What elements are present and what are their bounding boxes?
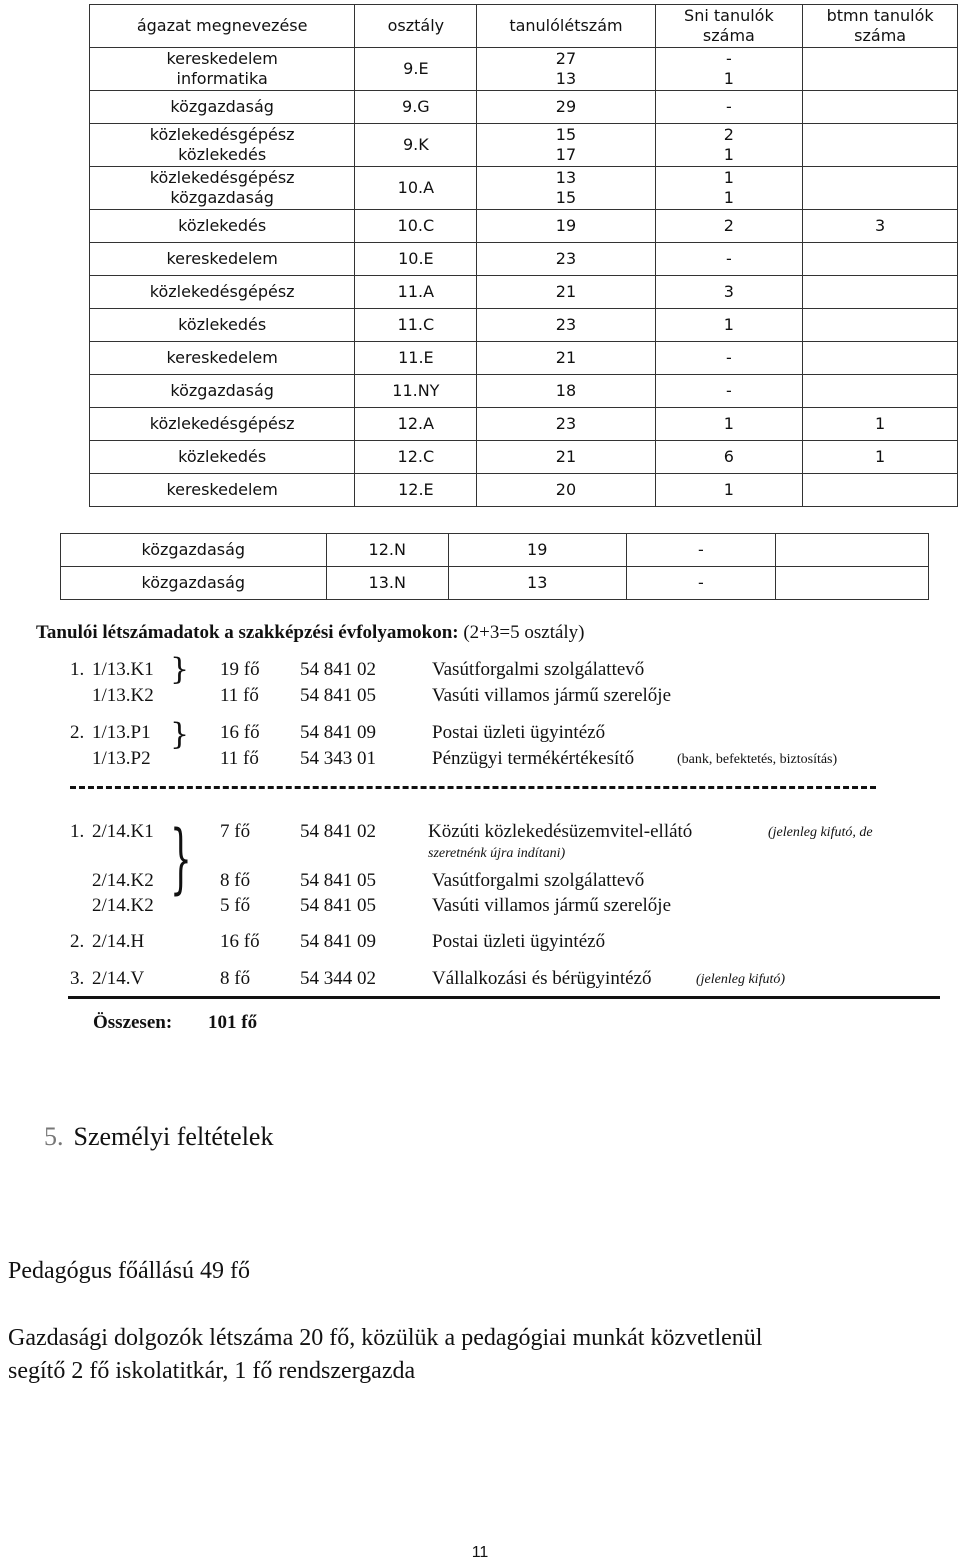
vocational-count: 16 fő <box>220 931 260 952</box>
brace-icon: } <box>170 652 190 687</box>
col-header-btmn: btmn tanulók száma <box>803 5 958 48</box>
cell-student-count: 21 <box>477 342 655 375</box>
vocational-heading: Tanulói létszámadatok a szakképzési évfolyamokon: (2+3=5 osztály) <box>36 622 585 643</box>
vocational-code: 54 841 05 <box>300 895 376 916</box>
cell-class: 11.E <box>355 342 477 375</box>
vocational-count: 8 fő <box>220 870 251 891</box>
cell-class: 10.E <box>355 243 477 276</box>
brace-icon: } <box>170 717 190 752</box>
cell-student-count: 23 <box>477 309 655 342</box>
vocational-code: 54 841 02 <box>300 821 376 842</box>
cell-class: 13.N <box>326 567 448 600</box>
cell-student-count: 21 <box>477 441 655 474</box>
vocational-count: 11 fő <box>220 748 259 769</box>
vocational-cls: 2/14.K2 <box>92 895 154 916</box>
cell-class: 11.A <box>355 276 477 309</box>
vocational-cls: 2/14.K1 <box>92 821 154 842</box>
cell-student-count: 23 <box>477 408 655 441</box>
vocational-num: 3. <box>70 968 85 989</box>
paragraph-staff-line2: segítő 2 fő iskolatitkár, 1 fő rendszergazda <box>8 1358 416 1384</box>
cell-sni: - <box>626 534 776 567</box>
cell-sni: - <box>626 567 776 600</box>
cell-student-count: 13 <box>448 567 626 600</box>
vocational-code: 54 841 05 <box>300 870 376 891</box>
paragraph-staff-line1: Gazdasági dolgozók létszáma 20 fő, közülük a pedagógiai munkát közvetlenül <box>8 1325 763 1351</box>
cell-sni: - <box>655 375 803 408</box>
cell-sni: 1 <box>655 408 803 441</box>
cell-sni: 1 1 <box>655 167 803 210</box>
vocational-count: 19 fő <box>220 659 260 680</box>
cell-sni: 2 <box>655 210 803 243</box>
cell-sni: - <box>655 91 803 124</box>
cell-student-count: 20 <box>477 474 655 507</box>
vocational-cls: 1/13.K1 <box>92 659 154 680</box>
cell-sector: közgazdaság <box>90 375 355 408</box>
vocational-name: Postai üzleti ügyintéző <box>432 931 606 952</box>
cell-student-count: 19 <box>448 534 626 567</box>
vocational-name: Vállalkozási és bérügyintéző <box>432 968 652 989</box>
vocational-name: Pénzügyi termékértékesítő <box>432 748 635 769</box>
cell-class: 12.C <box>355 441 477 474</box>
cell-class: 9.G <box>355 91 477 124</box>
cell-class: 12.E <box>355 474 477 507</box>
brace-icon: } <box>170 813 192 902</box>
vocational-note: (jelenleg kifutó) <box>696 972 786 987</box>
cell-class: 11.C <box>355 309 477 342</box>
vocational-code: 54 841 02 <box>300 659 376 680</box>
col-header-sni: Sni tanulók száma <box>655 5 803 48</box>
vocational-num: 2. <box>70 722 85 743</box>
vocational-count: 7 fő <box>220 821 251 842</box>
solid-divider <box>68 996 940 999</box>
cell-btmn: 1 <box>803 408 958 441</box>
cell-sector: közgazdaság <box>61 534 327 567</box>
vocational-count: 8 fő <box>220 968 251 989</box>
vocational-num: 1. <box>70 821 85 842</box>
vocational-code: 54 841 09 <box>300 722 376 743</box>
vocational-note: (jelenleg kifutó, de <box>768 825 873 840</box>
total-label: Összesen: <box>93 1012 173 1033</box>
section-number: 5. <box>44 1122 64 1151</box>
vocational-cls: 1/13.P2 <box>92 748 151 769</box>
total-value: 101 fő <box>208 1012 258 1033</box>
cell-student-count: 18 <box>477 375 655 408</box>
cell-sector: kereskedelem informatika <box>90 48 355 91</box>
cell-class: 10.A <box>355 167 477 210</box>
vocational-name: Vasúti villamos jármű szerelője <box>432 895 672 916</box>
vocational-count: 5 fő <box>220 895 251 916</box>
cell-student-count: 13 15 <box>477 167 655 210</box>
cell-student-count: 19 <box>477 210 655 243</box>
cell-sector: közgazdaság <box>61 567 327 600</box>
cell-sni: - <box>655 342 803 375</box>
col-header-sector: ágazat megnevezése <box>90 5 355 48</box>
col-header-class: osztály <box>355 5 477 48</box>
cell-student-count: 15 17 <box>477 124 655 167</box>
section-heading <box>44 1122 273 1152</box>
vocational-cls: 1/13.K2 <box>92 685 154 706</box>
cell-sector: közlekedés <box>90 309 355 342</box>
cell-sni: 3 <box>655 276 803 309</box>
cell-sector: kereskedelem <box>90 342 355 375</box>
vocational-name: Vasútforgalmi szolgálattevő <box>432 870 645 891</box>
cell-class: 10.C <box>355 210 477 243</box>
cell-sni: 1 <box>655 309 803 342</box>
paragraph-teachers: Pedagógus főállású 49 fő <box>8 1258 250 1284</box>
vocational-note-continued: szeretnénk újra indítani) <box>428 846 566 861</box>
vocational-code: 54 343 01 <box>300 748 376 769</box>
dashed-divider <box>70 786 876 789</box>
cell-sni: - 1 <box>655 48 803 91</box>
vocational-name: Közúti közlekedésüzemvitel-ellátó <box>428 821 693 842</box>
vocational-num: 1. <box>70 659 85 680</box>
col-header-student-count: tanulólétszám <box>477 5 655 48</box>
cell-sector: közlekedésgépész <box>90 408 355 441</box>
cell-student-count: 23 <box>477 243 655 276</box>
vocational-cls: 1/13.P1 <box>92 722 151 743</box>
cell-class: 12.N <box>326 534 448 567</box>
vocational-cls: 2/14.V <box>92 968 145 989</box>
cell-sector: kereskedelem <box>90 474 355 507</box>
vocational-num: 2. <box>70 931 85 952</box>
cell-class: 12.A <box>355 408 477 441</box>
cell-class: 9.E <box>355 48 477 91</box>
cell-student-count: 21 <box>477 276 655 309</box>
section-title: Személyi feltételek <box>73 1122 274 1151</box>
page-number: 11 <box>471 1544 489 1561</box>
vocational-cls: 2/14.K2 <box>92 870 154 891</box>
cell-btmn: 3 <box>803 210 958 243</box>
cell-sni: 1 <box>655 474 803 507</box>
cell-sni: 2 1 <box>655 124 803 167</box>
cell-sector: közlekedés <box>90 210 355 243</box>
cell-student-count: 27 13 <box>477 48 655 91</box>
cell-sni: 6 <box>655 441 803 474</box>
vocational-code: 54 841 05 <box>300 685 376 706</box>
vocational-name: Postai üzleti ügyintéző <box>432 722 606 743</box>
vocational-note: (bank, befektetés, biztosítás) <box>677 752 838 767</box>
cell-sector: közlekedésgépész közlekedés <box>90 124 355 167</box>
cell-student-count: 29 <box>477 91 655 124</box>
vocational-code: 54 841 09 <box>300 931 376 952</box>
cell-class: 11.NY <box>355 375 477 408</box>
cell-sector: közlekedésgépész <box>90 276 355 309</box>
vocational-code: 54 344 02 <box>300 968 376 989</box>
vocational-heading-note: (2+3=5 osztály) <box>463 622 585 643</box>
cell-sector: közgazdaság <box>90 91 355 124</box>
vocational-count: 11 fő <box>220 685 259 706</box>
vocational-name: Vasúti villamos jármű szerelője <box>432 685 672 706</box>
cell-sector: közlekedés <box>90 441 355 474</box>
vocational-name: Vasútforgalmi szolgálattevő <box>432 659 645 680</box>
cell-class: 9.K <box>355 124 477 167</box>
cell-sni: - <box>655 243 803 276</box>
cell-sector: közlekedésgépész közgazdaság <box>90 167 355 210</box>
vocational-count: 16 fő <box>220 722 260 743</box>
cell-sector: kereskedelem <box>90 243 355 276</box>
vocational-cls: 2/14.H <box>92 931 145 952</box>
cell-btmn: 1 <box>803 441 958 474</box>
